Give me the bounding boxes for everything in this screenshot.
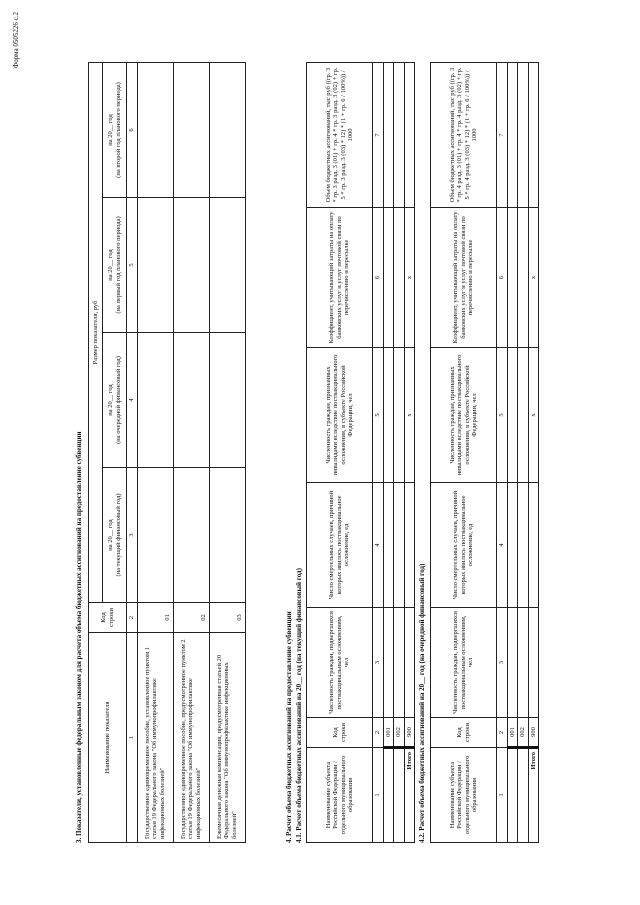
s42-cell[interactable] [507, 483, 518, 608]
section4-2-title: 4.2. Расчет объема бюджетных ассигнований на 20__ год (на очередной финансовый год) [418, 563, 426, 843]
s3-row-name: Ежемесячная денежная компенсация, предусмотренная статьей 20 Федерального закона "Об иммунопрофилактике инфекционных болезней" [209, 633, 245, 843]
s3-row-code: 01 [137, 603, 173, 633]
s3-num: 1 [127, 633, 138, 843]
s42-num: 5 [497, 348, 508, 483]
s41-num: 4 [373, 483, 384, 608]
s42-num: 4 [497, 483, 508, 608]
s42-cell[interactable] [507, 348, 518, 483]
table-row [518, 63, 529, 843]
s41-num: 3 [373, 608, 384, 718]
s42-total-code: 900 [528, 718, 539, 748]
s41-cell[interactable] [383, 348, 394, 483]
s3-header-code: Код строки [89, 603, 127, 633]
s3-row-name: Государственное единовременное пособие, предусмотренное пунктом 2 статьи 19 Федерального закона "Об иммунопрофилактике инфекционных болезней" [173, 633, 209, 843]
s42-h-disabled: Численность граждан, признанных инвалидами вследствие поствакцинального осложнения, в субъекте Российской Федерации, чел [431, 348, 497, 483]
section3-title: 3. Показатели, установленные федеральным законом для расчета объема бюджетных ассигнований на предоставление субвенции [75, 431, 83, 843]
s42-cell[interactable] [518, 348, 529, 483]
s41-cell[interactable] [394, 608, 405, 718]
s41-num: 5 [373, 348, 384, 483]
s41-cell[interactable] [394, 208, 405, 348]
s3-cell[interactable] [209, 468, 245, 603]
s42-cell[interactable] [507, 208, 518, 348]
s41-code: 001 [383, 718, 394, 748]
s3-cell[interactable] [209, 198, 245, 333]
table-row [209, 62, 245, 842]
s42-code: 001 [507, 718, 518, 748]
s41-cell[interactable] [383, 748, 394, 843]
s42-cell[interactable] [507, 608, 518, 718]
s41-x: x [404, 208, 415, 348]
s41-h-coef: Коэффициент, учитывающий затраты на оплату банковских услуг и услуг почтовой связи по перечислению и пересылке [307, 208, 373, 348]
table-row [173, 62, 209, 842]
s3-cell[interactable] [209, 62, 245, 197]
table-row [137, 62, 173, 842]
s3-cell[interactable] [173, 198, 209, 333]
s3-year-4: на 20__ год (на второй год планового периода) [103, 62, 127, 197]
s3-cell[interactable] [209, 333, 245, 468]
s42-cell[interactable] [518, 608, 529, 718]
s3-num: 5 [127, 198, 138, 333]
s42-x: x [528, 208, 539, 348]
s42-cell[interactable] [528, 63, 539, 208]
s41-cell[interactable] [383, 608, 394, 718]
s41-h-deaths: Число смертельных случаев, причиной которых явилось поствакцинальное осложнение, ед [307, 483, 373, 608]
s42-cell[interactable] [507, 748, 518, 843]
s42-cell[interactable] [528, 483, 539, 608]
s41-cell[interactable] [383, 63, 394, 208]
section4-1-table [306, 62, 415, 843]
s42-num: 1 [497, 748, 508, 843]
table-row [528, 63, 539, 843]
s3-cell[interactable] [173, 333, 209, 468]
s3-cell[interactable] [137, 198, 173, 333]
table-row [404, 63, 415, 843]
s41-code: 002 [394, 718, 405, 748]
s41-cell[interactable] [394, 63, 405, 208]
s3-row-code: 03 [209, 603, 245, 633]
s42-total-label: Итого [528, 748, 539, 843]
s3-year-3: на 20__ год (на первый год планового периода) [103, 198, 127, 333]
s42-h-deaths: Число смертельных случаев, причиной которых явилось поствакцинальное осложнение, ед [431, 483, 497, 608]
s41-h-disabled: Численность граждан, признанных инвалидами вследствие поствакцинального осложнения, в субъекте Российской Федерации, чел [307, 348, 373, 483]
s42-cell[interactable] [507, 63, 518, 208]
s42-num: 3 [497, 608, 508, 718]
form-code: Форма 0505226 с.2 [12, 12, 20, 69]
s41-cell[interactable] [404, 483, 415, 608]
s42-code: 002 [518, 718, 529, 748]
s3-cell[interactable] [137, 468, 173, 603]
s3-cell[interactable] [173, 468, 209, 603]
section4-1-title: 4.1. Расчет объема бюджетных ассигнований на 20__ год (на текущий финансовый год) [295, 568, 303, 843]
s3-num: 3 [127, 468, 138, 603]
s42-h-volume: Объем бюджетных ассигнований, тыс руб ((гр. 3 * гр. 4 разд. 3 (01) + гр. 4 * гр. 4 разд. 3 (02) + гр. 5 * гр. 4 разд. 3 (03) * 12) * (1 + гр. 6 / 100%)) / 1000 [431, 63, 497, 208]
s42-cell[interactable] [518, 63, 529, 208]
s3-num: 4 [127, 333, 138, 468]
s42-cell[interactable] [518, 208, 529, 348]
s41-num: 7 [373, 63, 384, 208]
s3-cell[interactable] [137, 333, 173, 468]
s41-cell[interactable] [383, 483, 394, 608]
s42-h-citizens: Численность граждан, подвергшихся поствакцинальным осложнениям, чел [431, 608, 497, 718]
s3-year-2: на 20__ год (на очередной финансовый год) [103, 333, 127, 468]
s41-total-code: 900 [404, 718, 415, 748]
s41-cell[interactable] [404, 63, 415, 208]
s41-cell[interactable] [394, 748, 405, 843]
s41-h-subject: Наименование субъекта Российской Федерации / отдельного муниципального образования [307, 748, 373, 843]
s41-cell[interactable] [383, 208, 394, 348]
s42-h-code: Код строки [431, 718, 497, 748]
s41-h-citizens: Численность граждан, подвергшихся поствакцинальным осложнениям, чел [307, 608, 373, 718]
s41-h-volume: Объем бюджетных ассигнований, тыс руб ((гр. 3 * гр. 3 разд. 3 (01) + гр. 4 * гр. 3 разд. 3 (02) + гр. 5 * гр. 3 разд. 3 (03) * 12) * (1 + гр. 6 / 100%)) / 1000 [307, 63, 373, 208]
s3-cell[interactable] [137, 62, 173, 197]
s41-cell[interactable] [394, 483, 405, 608]
table-row [394, 63, 405, 843]
s3-cell[interactable] [173, 62, 209, 197]
s42-cell[interactable] [518, 483, 529, 608]
s42-cell[interactable] [528, 608, 539, 718]
s41-cell[interactable] [404, 608, 415, 718]
s41-x: x [404, 348, 415, 483]
s3-num: 2 [127, 603, 138, 633]
s3-header-name: Наименование показателя [89, 633, 127, 843]
s42-cell[interactable] [518, 748, 529, 843]
s42-x: x [528, 348, 539, 483]
section4-title: 4. Расчет объема бюджетных ассигнований на предоставление субвенции [285, 611, 293, 843]
s3-num: 6 [127, 62, 138, 197]
s41-h-code: Код строки [307, 718, 373, 748]
s42-num: 2 [497, 718, 508, 748]
s3-header-size: Размер показателя, руб [89, 62, 103, 602]
s41-num: 2 [373, 718, 384, 748]
s42-h-coef: Коэффициент, учитывающий затраты на оплату банковских услуг и услуг почтовой связи по перечислению и пересылке [431, 208, 497, 348]
s41-num: 1 [373, 748, 384, 843]
s3-row-code: 02 [173, 603, 209, 633]
s3-row-name: Государственное единовременное пособие, установленное пунктом 1 статьи 19 Федерального закона "Об иммунопрофилактике инфекционных болезней" [137, 633, 173, 843]
section3-table [88, 62, 246, 843]
s41-total-label: Итого [404, 748, 415, 843]
table-row [383, 63, 394, 843]
s42-num: 7 [497, 63, 508, 208]
table-row [507, 63, 518, 843]
s3-year-1: на 20__ год (на текущий финансовый год) [103, 468, 127, 603]
s41-num: 6 [373, 208, 384, 348]
s42-h-subject: Наименование субъекта Российской Федерации / отдельного муниципального образования [431, 748, 497, 843]
s41-cell[interactable] [394, 348, 405, 483]
section4-2-table [430, 62, 539, 843]
s42-num: 6 [497, 208, 508, 348]
